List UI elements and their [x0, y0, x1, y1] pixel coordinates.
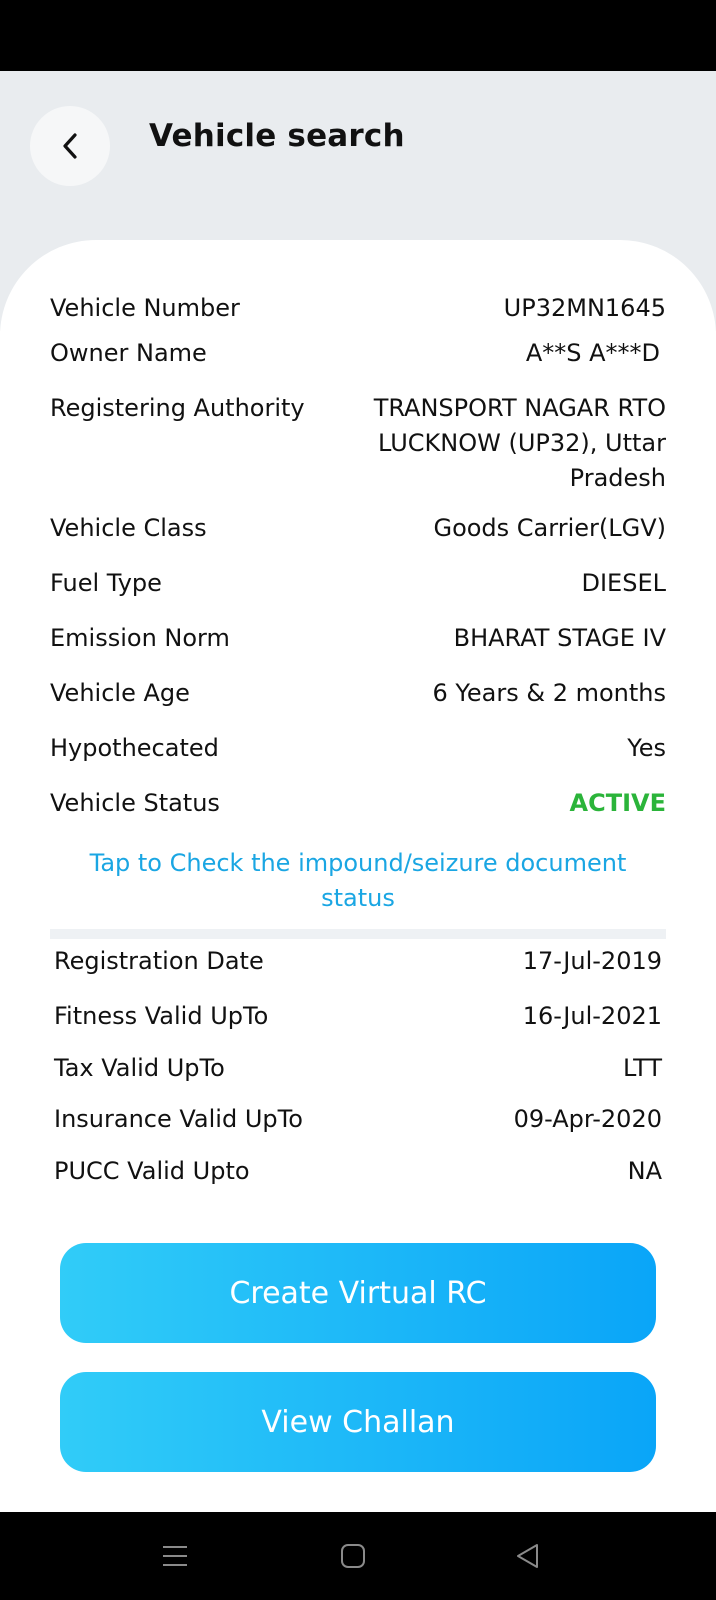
- detail-value: 6 Years & 2 months: [432, 679, 666, 707]
- status-badge: ACTIVE: [569, 789, 666, 817]
- section-divider: [50, 929, 666, 939]
- triangle-back-icon: [515, 1543, 541, 1569]
- detail-row-registering-authority: [50, 391, 666, 496]
- page-title: Vehicle search: [149, 118, 405, 154]
- validity-label: Registration Date: [54, 947, 264, 975]
- impound-status-link[interactable]: Tap to Check the impound/seizure document status: [89, 849, 627, 912]
- validity-label: Tax Valid UpTo: [54, 1054, 225, 1082]
- validity-value: NA: [627, 1157, 662, 1185]
- detail-label: Emission Norm: [50, 624, 230, 652]
- validity-label: Fitness Valid UpTo: [54, 1002, 269, 1030]
- chevron-left-icon: [59, 131, 81, 161]
- validity-label: Insurance Valid UpTo: [54, 1105, 303, 1133]
- detail-label: Registering Authority: [50, 394, 305, 422]
- detail-label: Vehicle Status: [50, 789, 220, 817]
- menu-lines-icon: [162, 1543, 188, 1569]
- validity-value: 16-Jul-2021: [522, 1002, 662, 1030]
- status-bar: [0, 0, 716, 71]
- detail-value: Goods Carrier(LGV): [433, 514, 666, 542]
- nav-back-button[interactable]: [508, 1536, 548, 1576]
- validity-value: 09-Apr-2020: [513, 1105, 662, 1133]
- detail-label: Vehicle Class: [50, 514, 207, 542]
- detail-label: Hypothecated: [50, 734, 219, 762]
- detail-value: DIESEL: [581, 569, 666, 597]
- detail-value: A**S A***D: [525, 339, 660, 367]
- validity-value: LTT: [623, 1054, 662, 1082]
- view-challan-button[interactable]: View Challan: [60, 1372, 656, 1472]
- detail-label: Fuel Type: [50, 569, 162, 597]
- create-virtual-rc-button[interactable]: Create Virtual RC: [60, 1243, 656, 1343]
- back-button[interactable]: [30, 106, 110, 186]
- detail-value: UP32MN1645: [503, 294, 666, 322]
- detail-label: Owner Name: [50, 339, 207, 367]
- detail-value: Yes: [627, 734, 666, 762]
- detail-label: Vehicle Number: [50, 294, 240, 322]
- detail-value: TRANSPORT NAGAR RTO LUCKNOW (UP32), Uttar Pradesh: [373, 394, 666, 492]
- detail-value: BHARAT STAGE IV: [453, 624, 666, 652]
- detail-label: Vehicle Age: [50, 679, 190, 707]
- nav-recent-button[interactable]: [155, 1536, 195, 1576]
- nav-home-button[interactable]: [333, 1536, 373, 1576]
- rounded-square-icon: [340, 1543, 366, 1569]
- validity-label: PUCC Valid Upto: [54, 1157, 250, 1185]
- validity-value: 17-Jul-2019: [522, 947, 662, 975]
